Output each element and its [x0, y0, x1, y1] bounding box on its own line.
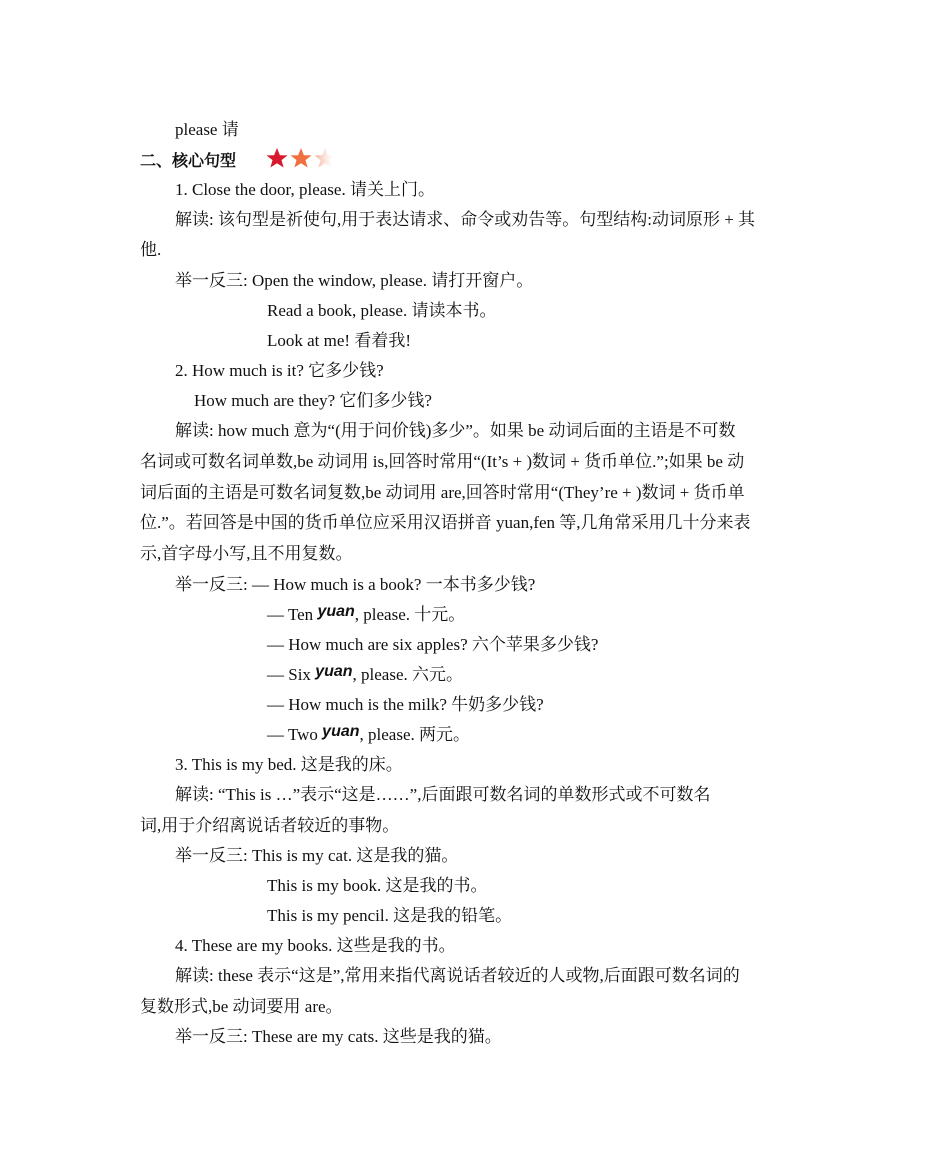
example-2-2-pre: — Ten [267, 605, 318, 624]
example-2-1: 举一反三: — How much is a book? 一本书多少钱? [175, 575, 536, 594]
explain-4b: 复数形式,be 动词要用 are。 [140, 997, 343, 1016]
sentence-1: 1. Close the door, please. 请关上门。 [175, 180, 435, 199]
example-2-4 [267, 664, 463, 687]
yuan-word: yuan [315, 663, 353, 680]
sentence-2a: 2. How much is it? 它多少钱? [175, 361, 384, 380]
example-2-5: — How much is the milk? 牛奶多少钱? [267, 695, 544, 714]
explain-3a: 解读: “This is …”表示“这是……”,后面跟可数名词的单数形式或不可数名 [175, 785, 711, 804]
section-title: 二、核心句型 [140, 151, 237, 170]
explain-3b: 词,用于介绍离说话者较近的事物。 [140, 816, 400, 835]
example-3-2: This is my book. 这是我的书。 [267, 876, 488, 895]
star-icon [267, 148, 288, 168]
explain-2a: 解读: how much 意为“(用于问价钱)多少”。如果 be 动词后面的主语是不可数 [175, 421, 736, 440]
explain-1b: 他. [140, 240, 162, 259]
example-3-1: 举一反三: This is my cat. 这是我的猫。 [175, 846, 459, 865]
example-2-3: — How much are six apples? 六个苹果多少钱? [267, 635, 599, 654]
example-2-4-pre: — Six [267, 665, 316, 684]
explain-4a: 解读: these 表示“这是”,常用来指代离说话者较近的人或物,后面跟可数名词的 [175, 966, 740, 985]
explain-2b: 名词或可数名词单数,be 动词用 is,回答时常用“(It’s + )数词 + 货币单位.”;如果 be 动 [140, 452, 745, 471]
example-2-6-pre: — Two [267, 725, 323, 744]
sentence-4: 4. These are my books. 这些是我的书。 [175, 936, 456, 955]
explain-2e: 示,首字母小写,且不用复数。 [140, 544, 353, 563]
vocab-line: please 请 [175, 120, 239, 139]
example-2-4-post: , please. 六元。 [352, 665, 464, 684]
example-1-3: Look at me! 看着我! [267, 331, 411, 350]
sentence-2b: How much are they? 它们多少钱? [194, 391, 432, 410]
example-4-1: 举一反三: These are my cats. 这些是我的猫。 [175, 1027, 502, 1046]
explain-2d: 位.”。若回答是中国的货币单位应采用汉语拼音 yuan,fen 等,几角常采用几十分来表 [140, 513, 751, 532]
rating-stars [265, 146, 345, 172]
example-3-3: This is my pencil. 这是我的铅笔。 [267, 906, 513, 925]
example-2-2 [267, 604, 465, 627]
example-2-6 [267, 724, 470, 747]
example-2-2-post: , please. 十元。 [354, 605, 466, 624]
example-1-1: 举一反三: Open the window, please. 请打开窗户。 [175, 271, 534, 290]
example-1-2: Read a book, please. 请读本书。 [267, 301, 497, 320]
explain-2c: 词后面的主语是可数名词复数,be 动词用 are,回答时常用“(They’re + )数词 + 货币单 [140, 483, 745, 502]
explain-1a: 解读: 该句型是祈使句,用于表达请求、命令或劝告等。句型结构:动词原形 + 其 [175, 210, 756, 229]
yuan-word: yuan [322, 723, 360, 740]
half-star-icon [315, 148, 336, 168]
sentence-3: 3. This is my bed. 这是我的床。 [175, 755, 403, 774]
yuan-word: yuan [317, 603, 355, 620]
star-icon [291, 148, 312, 168]
example-2-6-post: , please. 两元。 [359, 725, 470, 744]
